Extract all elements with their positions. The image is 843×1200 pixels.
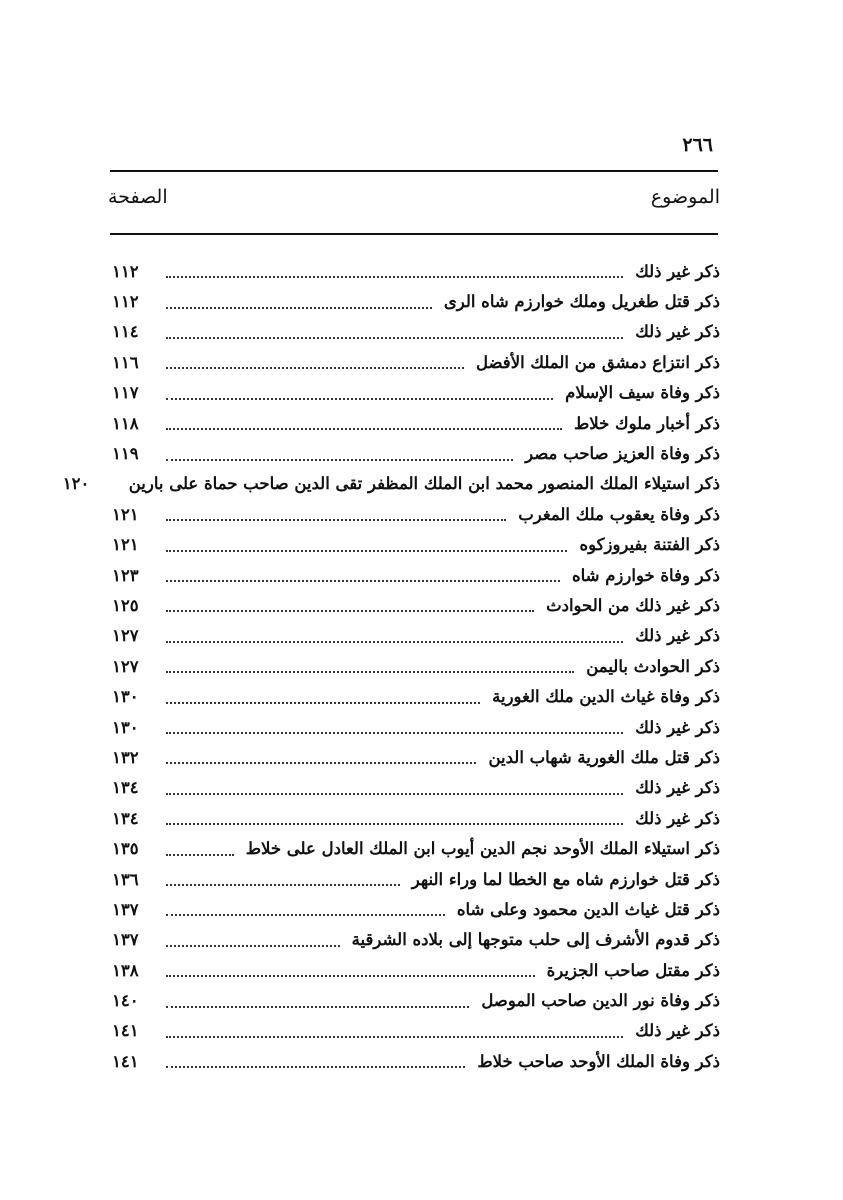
dot-leader <box>166 550 567 552</box>
toc-entry-title: ذكر استيلاء الملك الأوحد نجم الدين أيوب ابن الملك العادل على خلاط <box>245 839 720 859</box>
dot-leader <box>166 580 560 582</box>
toc-entry <box>112 1016 720 1046</box>
page-column-label: الصفحة <box>108 186 168 208</box>
toc-entry <box>112 378 720 408</box>
toc-entry-page: ١١٩ <box>112 444 139 464</box>
toc-entry-title: ذكر وفاة غياث الدين ملك الغورية <box>492 687 720 707</box>
toc-entry-page: ١١٢ <box>112 261 139 281</box>
dot-leader <box>166 1066 465 1068</box>
toc-entry-title: ذكر غير ذلك <box>635 626 720 646</box>
dot-leader <box>166 428 562 430</box>
toc-header <box>108 186 720 220</box>
toc-entry-title: ذكر غير ذلك <box>635 808 720 828</box>
toc-entry-title: ذكر وفاة سيف الإسلام <box>565 383 720 403</box>
toc-entry <box>112 1046 720 1076</box>
toc-entry <box>112 803 720 833</box>
toc-entry <box>112 286 720 316</box>
toc-entry <box>112 256 720 286</box>
toc-entry-page: ١٢٠ <box>62 474 90 494</box>
toc-entry-page: ١٤١ <box>112 1021 139 1041</box>
dot-leader <box>166 337 623 339</box>
dot-leader <box>166 367 464 369</box>
dot-leader <box>166 914 445 916</box>
dot-leader <box>166 1006 469 1008</box>
toc-entry-title: ذكر وفاة خوارزم شاه <box>571 565 720 585</box>
toc-entry-title: ذكر قتل غياث الدين محمود وعلى شاه <box>456 899 720 919</box>
toc-entry-page: ١٣٤ <box>112 778 139 798</box>
toc-entry <box>112 864 720 894</box>
toc-entry-page: ١١٢ <box>112 292 139 312</box>
toc-entry-page: ١٣٠ <box>112 687 139 707</box>
toc-entry-page: ١٣٨ <box>112 960 139 980</box>
toc-entry-title: ذكر وفاة الملك الأوحد صاحب خلاط <box>477 1051 720 1071</box>
dot-leader <box>166 732 623 734</box>
toc-entry-title: ذكر مقتل صاحب الجزيرة <box>546 960 720 980</box>
toc-entry-page: ١٢٧ <box>112 656 139 676</box>
toc-entry-title: ذكر الفتنة بفيروزكوه <box>579 535 720 555</box>
toc-entry-title: ذكر الحوادث باليمن <box>586 656 720 676</box>
dot-leader <box>166 276 623 278</box>
toc-entry-title: ذكر وفاة العزيز صاحب مصر <box>525 444 720 464</box>
toc-entry-title: ذكر غير ذلك <box>635 1021 720 1041</box>
table-of-contents <box>62 256 720 1077</box>
toc-entry <box>112 408 720 438</box>
dot-leader <box>166 884 400 886</box>
toc-entry-page: ١٢٣ <box>112 565 139 585</box>
toc-entry <box>112 985 720 1015</box>
toc-entry <box>112 560 720 590</box>
dot-leader <box>166 762 476 764</box>
toc-entry-page: ١٣٧ <box>112 930 139 950</box>
dot-leader <box>166 1036 623 1038</box>
header-top-rule <box>110 170 718 172</box>
toc-entry-page: ١٤١ <box>112 1051 139 1071</box>
toc-entry-title: ذكر قتل ملك الغورية شهاب الدين <box>488 747 720 767</box>
dot-leader <box>166 519 506 521</box>
toc-entry-page: ١٣٧ <box>112 899 139 919</box>
dot-leader <box>166 610 534 612</box>
toc-entry <box>112 955 720 985</box>
dot-leader <box>166 793 623 795</box>
dot-leader <box>166 854 234 856</box>
toc-entry <box>112 621 720 651</box>
toc-entry <box>112 347 720 377</box>
toc-entry-title: ذكر قتل طغريل وملك خوارزم شاه الرى <box>443 292 720 312</box>
toc-entry <box>112 925 720 955</box>
toc-entry-page: ١٤٠ <box>112 991 139 1011</box>
toc-entry-page: ١٣٥ <box>112 839 139 859</box>
toc-entry-title: ذكر انتزاع دمشق من الملك الأفضل <box>476 352 720 372</box>
toc-entry <box>112 317 720 347</box>
toc-entry <box>112 438 720 468</box>
toc-entry-page: ١٣٦ <box>112 869 139 889</box>
toc-entry <box>112 530 720 560</box>
toc-entry-title: ذكر غير ذلك <box>635 778 720 798</box>
toc-entry-page: ١٢٥ <box>112 595 139 615</box>
toc-entry <box>112 681 720 711</box>
dot-leader <box>166 671 574 673</box>
toc-entry-title: ذكر غير ذلك <box>635 322 720 342</box>
toc-entry-page: ١١٨ <box>112 413 139 433</box>
toc-entry-title: ذكر قتل خوارزم شاه مع الخطا لما وراء النهر <box>411 869 720 889</box>
toc-entry <box>112 742 720 772</box>
toc-entry <box>112 712 720 742</box>
toc-entry-title: ذكر استيلاء الملك المنصور محمد ابن الملك المظفر تقى الدين صاحب حماة على بارين <box>128 474 720 494</box>
toc-entry-title: ذكر وفاة نور الدين صاحب الموصل <box>481 991 720 1011</box>
dot-leader <box>166 945 340 947</box>
toc-entry-page: ١٢١ <box>112 535 139 555</box>
dot-leader <box>166 823 623 825</box>
toc-entry <box>112 833 720 863</box>
dot-leader <box>166 459 513 461</box>
dot-leader <box>166 641 623 643</box>
dot-leader <box>166 398 553 400</box>
toc-entry <box>112 499 720 529</box>
page-number: ٢٦٦ <box>682 134 713 156</box>
toc-entry-page: ١٣٤ <box>112 808 139 828</box>
toc-entry-title: ذكر غير ذلك <box>635 261 720 281</box>
header-bottom-rule <box>110 233 718 235</box>
toc-entry-title: ذكر أخبار ملوك خلاط <box>573 413 720 433</box>
toc-entry <box>112 651 720 681</box>
toc-entry-page: ١٣٢ <box>112 747 139 767</box>
toc-entry-page: ١١٦ <box>112 352 139 372</box>
toc-entry <box>112 894 720 924</box>
dot-leader <box>166 702 480 704</box>
toc-entry-page: ١٢٧ <box>112 626 139 646</box>
toc-entry <box>112 590 720 620</box>
toc-entry-page: ١٣٠ <box>112 717 139 737</box>
toc-entry-title: ذكر قدوم الأشرف إلى حلب متوجها إلى بلاده الشرقية <box>351 930 720 950</box>
toc-entry-title: ذكر غير ذلك <box>635 717 720 737</box>
toc-entry-page: ١١٤ <box>112 322 139 342</box>
toc-entry-page: ١١٧ <box>112 383 139 403</box>
toc-entry <box>112 773 720 803</box>
topic-column-label: الموضوع <box>650 186 720 208</box>
dot-leader <box>166 975 535 977</box>
toc-entry <box>62 469 720 499</box>
toc-entry-page: ١٢١ <box>112 504 139 524</box>
dot-leader <box>166 307 432 309</box>
toc-entry-title: ذكر غير ذلك من الحوادث <box>546 595 720 615</box>
toc-entry-title: ذكر وفاة يعقوب ملك المغرب <box>518 504 720 524</box>
